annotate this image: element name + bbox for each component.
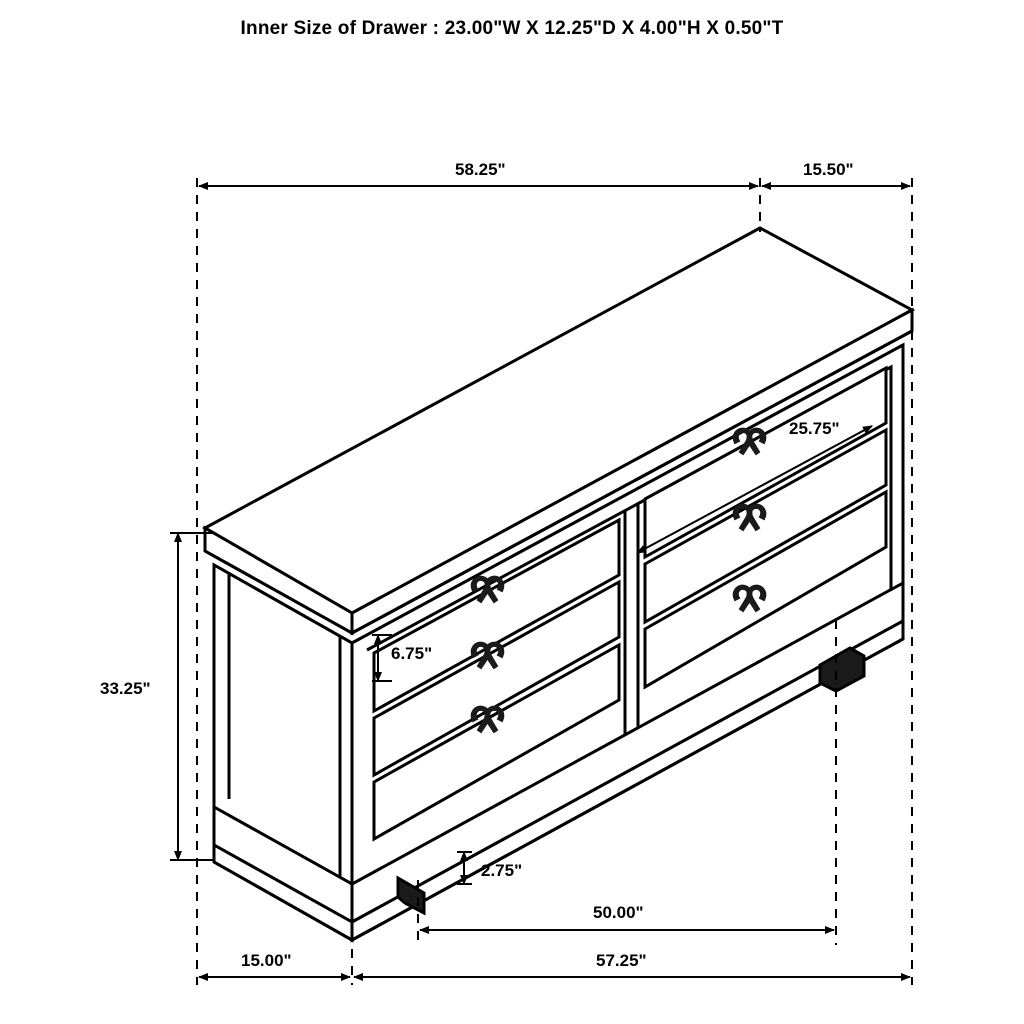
dim-base-side-width-label: 15.00" bbox=[241, 951, 292, 970]
dim-bottom-overall-width-label: 57.25" bbox=[596, 951, 647, 970]
dim-bottom-inner-width-label: 50.00" bbox=[593, 903, 644, 922]
dim-overall-height-label: 33.25" bbox=[100, 679, 151, 698]
dim-drawer-front-height-label: 6.75" bbox=[391, 644, 433, 663]
dim-drawer-diagonal-label: 25.75" bbox=[789, 419, 840, 438]
page-title: Inner Size of Drawer : 23.00"W X 12.25"D X 4.00"H X 0.50"T bbox=[240, 18, 784, 39]
dim-top-depth-label: 15.50" bbox=[803, 160, 854, 179]
dim-base-height-label: 2.75" bbox=[481, 861, 523, 880]
dim-top-width-label: 58.25" bbox=[455, 160, 506, 179]
